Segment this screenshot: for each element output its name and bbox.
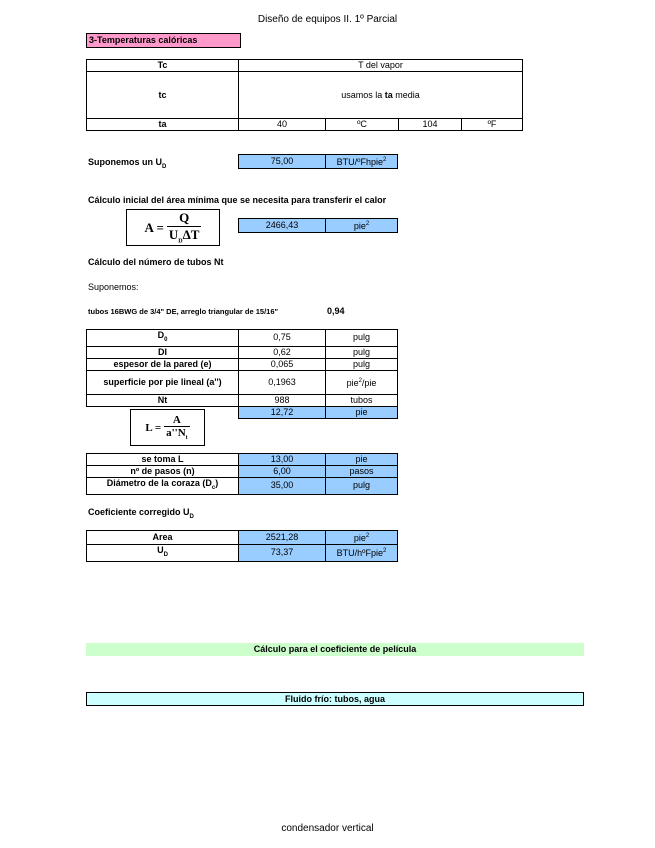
chosen-unit-passes: pasos [326, 466, 398, 478]
ud-assumed-unit: BTU/ºFhpie$^2$ [326, 155, 398, 169]
film-coefficient-banner: Cálculo para el coeficiente de película [86, 643, 584, 656]
tc-value: T del vapor [239, 60, 523, 72]
l-value: 12,72 [239, 406, 326, 418]
corrected-label-area: Area [87, 531, 239, 545]
ta-fahrenheit-unit: ºF [462, 119, 523, 131]
suponemos-label: Suponemos: [88, 282, 139, 292]
area-calc-title: Cálculo inicial del área mínima que se necesita para transferir el calor [88, 195, 387, 205]
row-unit-surface: pie$^2$/pie [326, 370, 398, 394]
chosen-value-shell: 35,00 [239, 478, 326, 495]
row-unit-nt: tubos [326, 394, 398, 406]
row-value-nt: 988 [239, 394, 326, 406]
chosen-label-shell: Diámetro de la coraza $(D_c)$ [87, 478, 239, 495]
row-label-d0: $D_0$ [87, 330, 239, 347]
chosen-values-table [86, 453, 398, 495]
corrected-unit-area: pie$^2$ [326, 531, 398, 545]
corrected-value-area: 2521,28 [239, 531, 326, 545]
temperature-table [86, 59, 523, 131]
chosen-unit-shell: pulg [326, 478, 398, 495]
row-label-nt: Nt [87, 394, 239, 406]
row-unit-thickness: pulg [326, 358, 398, 370]
tube-spec: tubos 16BWG de 3/4" DE, arreglo triangular de 15/16" [88, 307, 279, 316]
l-unit: pie [326, 406, 398, 418]
length-formula: L = $\frac{A}{a''N_t}$ [130, 409, 205, 446]
corrected-table [86, 530, 398, 562]
ta-label: ta [87, 119, 239, 131]
corrected-unit-ud: BTU/hºFpie$^2$ [326, 545, 398, 562]
tc2-label: tc [87, 72, 239, 119]
row-label-surface: superficie por pie lineal (a'') [87, 370, 239, 394]
chosen-value-passes: 6,00 [239, 466, 326, 478]
row-label-thickness: espesor de la pared (e) [87, 358, 239, 370]
tubes-title: Cálculo del número de tubos Nt [88, 257, 224, 267]
area-formula: A = $\frac{Q}{U_D\Delta T}$ [126, 209, 220, 246]
row-value-di: 0,62 [239, 346, 326, 358]
tc-label: Tc [87, 60, 239, 72]
row-value-d0: 0,75 [239, 330, 326, 347]
ud-assumed-value: 75,00 [239, 155, 326, 169]
row-label-di: DI [87, 346, 239, 358]
row-unit-di: pulg [326, 346, 398, 358]
chosen-value-length: 13,00 [239, 454, 326, 466]
corrected-label-ud: $U_D$ [87, 545, 239, 562]
cold-fluid-banner: Fluido frío: tubos, agua [86, 692, 584, 706]
ud-assumed-table [238, 154, 398, 169]
row-unit-d0: pulg [326, 330, 398, 347]
area-unit: pie$^2$ [326, 219, 398, 233]
area-value: 2466,43 [239, 219, 326, 233]
ta-fahrenheit: 104 [399, 119, 462, 131]
ud-assumed-label: Suponemos un $U_D$ [88, 157, 167, 170]
row-value-surface: 0,1963 [239, 370, 326, 394]
ta-celsius: 40 [239, 119, 326, 131]
tube-pitch-value: 0,94 [327, 306, 345, 316]
tube-props-table [86, 329, 398, 419]
corrected-title: Coeficiente corregido $U_D$ [88, 507, 194, 520]
section-title: 3-Temperaturas calóricas [86, 33, 241, 48]
row-value-thickness: 0,065 [239, 358, 326, 370]
chosen-label-length: se toma L [87, 454, 239, 466]
page-footer: condensador vertical [281, 823, 374, 834]
ta-celsius-unit: ºC [326, 119, 399, 131]
corrected-value-ud: 73,37 [239, 545, 326, 562]
area-result-table [238, 218, 398, 233]
page-header: Diseño de equipos II. 1º Parcial [257, 14, 398, 25]
chosen-label-passes: nº de pasos (n) [87, 466, 239, 478]
chosen-unit-length: pie [326, 454, 398, 466]
tc2-value: usamos la ta media [239, 72, 523, 119]
